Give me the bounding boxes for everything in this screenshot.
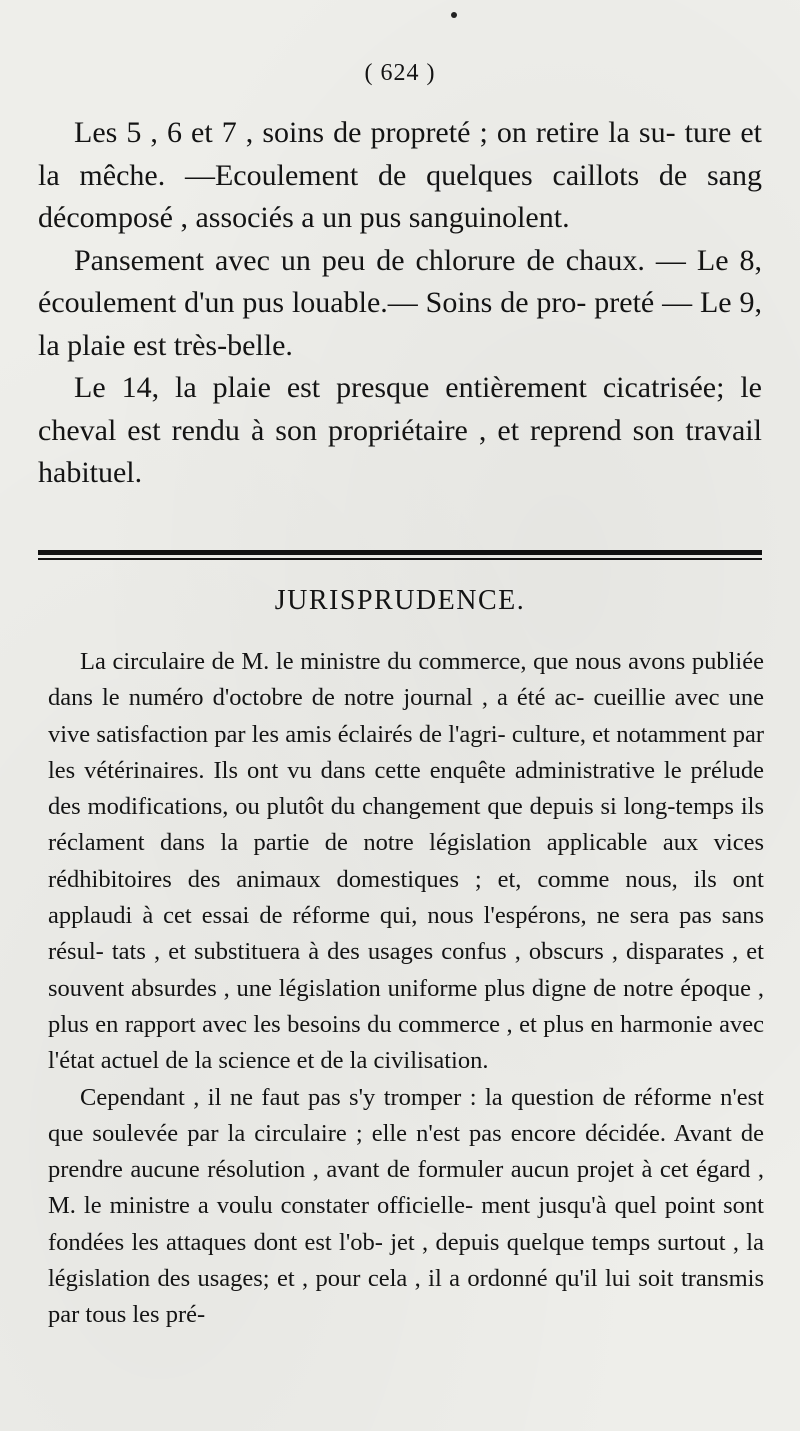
text-line: ture et la mêche. —Ecoulement de quelques caillots xyxy=(38,116,763,192)
text-line: Le 14, la plaie est presque entièrement cicatrisée; xyxy=(74,371,741,404)
page-number: ( 624 ) xyxy=(364,60,436,86)
text-line: Le 8, écoulement d'un pus louable.— Soins de pro- xyxy=(38,243,763,319)
text-line: jet , depuis quelque temps surtout , la législation des usages; et , xyxy=(48,1228,764,1293)
section-heading: JURISPRUDENCE. xyxy=(274,585,526,616)
text-line: partie de notre législation applicable aux vices rédhibitoires des xyxy=(48,829,764,893)
text-line: du changement que depuis si long-temps ils réclament dans la xyxy=(48,793,764,857)
text-line: culture, et notamment par les vétérinaires. Ils ont vu dans cette xyxy=(48,720,764,784)
text-line: pour cela , il a ordonné qu'il lui soit transmis par tous les pré- xyxy=(48,1265,764,1329)
paragraph xyxy=(48,644,764,1080)
text-line: animaux domestiques ; et, comme nous, ils ont applaudi à cet xyxy=(48,865,764,930)
paragraph xyxy=(48,1080,764,1334)
divider-thin-line xyxy=(38,558,762,560)
text-line: Cependant , il ne faut pas s'y tromper : la question de réforme xyxy=(80,1083,721,1111)
text-line: publiée dans le numéro d'octobre de notre journal , a été ac- xyxy=(48,648,764,712)
text-line: enquête administrative le prélude des modifications, ou plutôt xyxy=(48,756,765,821)
previous-article-end xyxy=(38,112,762,495)
text-line: essai de réforme qui, nous l'espérons, ne sera pas sans résul- xyxy=(48,902,764,966)
text-line: époque , plus en rapport avec les besoins du commerce , et plus xyxy=(48,974,764,1038)
text-line: n'est que soulevée par la circulaire ; elle n'est pas encore décidée. xyxy=(48,1083,764,1147)
text-line: preté — Le 9, la plaie est très-belle. xyxy=(38,286,762,362)
text-line: souvent absurdes , une législation uniforme plus digne de notre xyxy=(48,974,681,1002)
text-line: son travail habituel. xyxy=(38,413,762,489)
text-line: Avant de prendre aucune résolution , avant de formuler aucun xyxy=(48,1119,764,1184)
paragraph xyxy=(38,367,762,495)
text-line: Pansement avec un peu de chlorure de chaux. — xyxy=(74,243,697,277)
text-line: cueillie avec une vive satisfaction par les amis éclairés de l'agri- xyxy=(48,684,764,748)
paragraph xyxy=(38,240,762,368)
text-line: tats , et substituera à des usages confus , obscurs , disparates , et xyxy=(111,938,764,966)
paragraph xyxy=(38,112,762,240)
divider-thick-line xyxy=(38,550,762,555)
ink-dot xyxy=(451,12,457,18)
text-line: le cheval est rendu à son propriétaire , et reprend xyxy=(38,371,762,447)
jurisprudence-article xyxy=(48,644,764,1334)
section-divider xyxy=(38,550,762,560)
text-line: Les 5 , 6 et 7 , soins de propreté ; on retire la su- xyxy=(74,116,685,149)
text-line: en harmonie avec l'état actuel de la science et de la civilisation. xyxy=(48,1010,764,1075)
text-line: projet à cet égard , M. le ministre a voulu constater officielle- xyxy=(48,1156,764,1220)
text-line: ment jusqu'à quel point sont fondées les attaques dont est l'ob- xyxy=(48,1192,764,1256)
text-line: La circulaire de M. le ministre du commerce, que nous avons xyxy=(80,648,692,675)
text-line: de sang décomposé , associés a un pus sanguinolent. xyxy=(38,158,762,234)
